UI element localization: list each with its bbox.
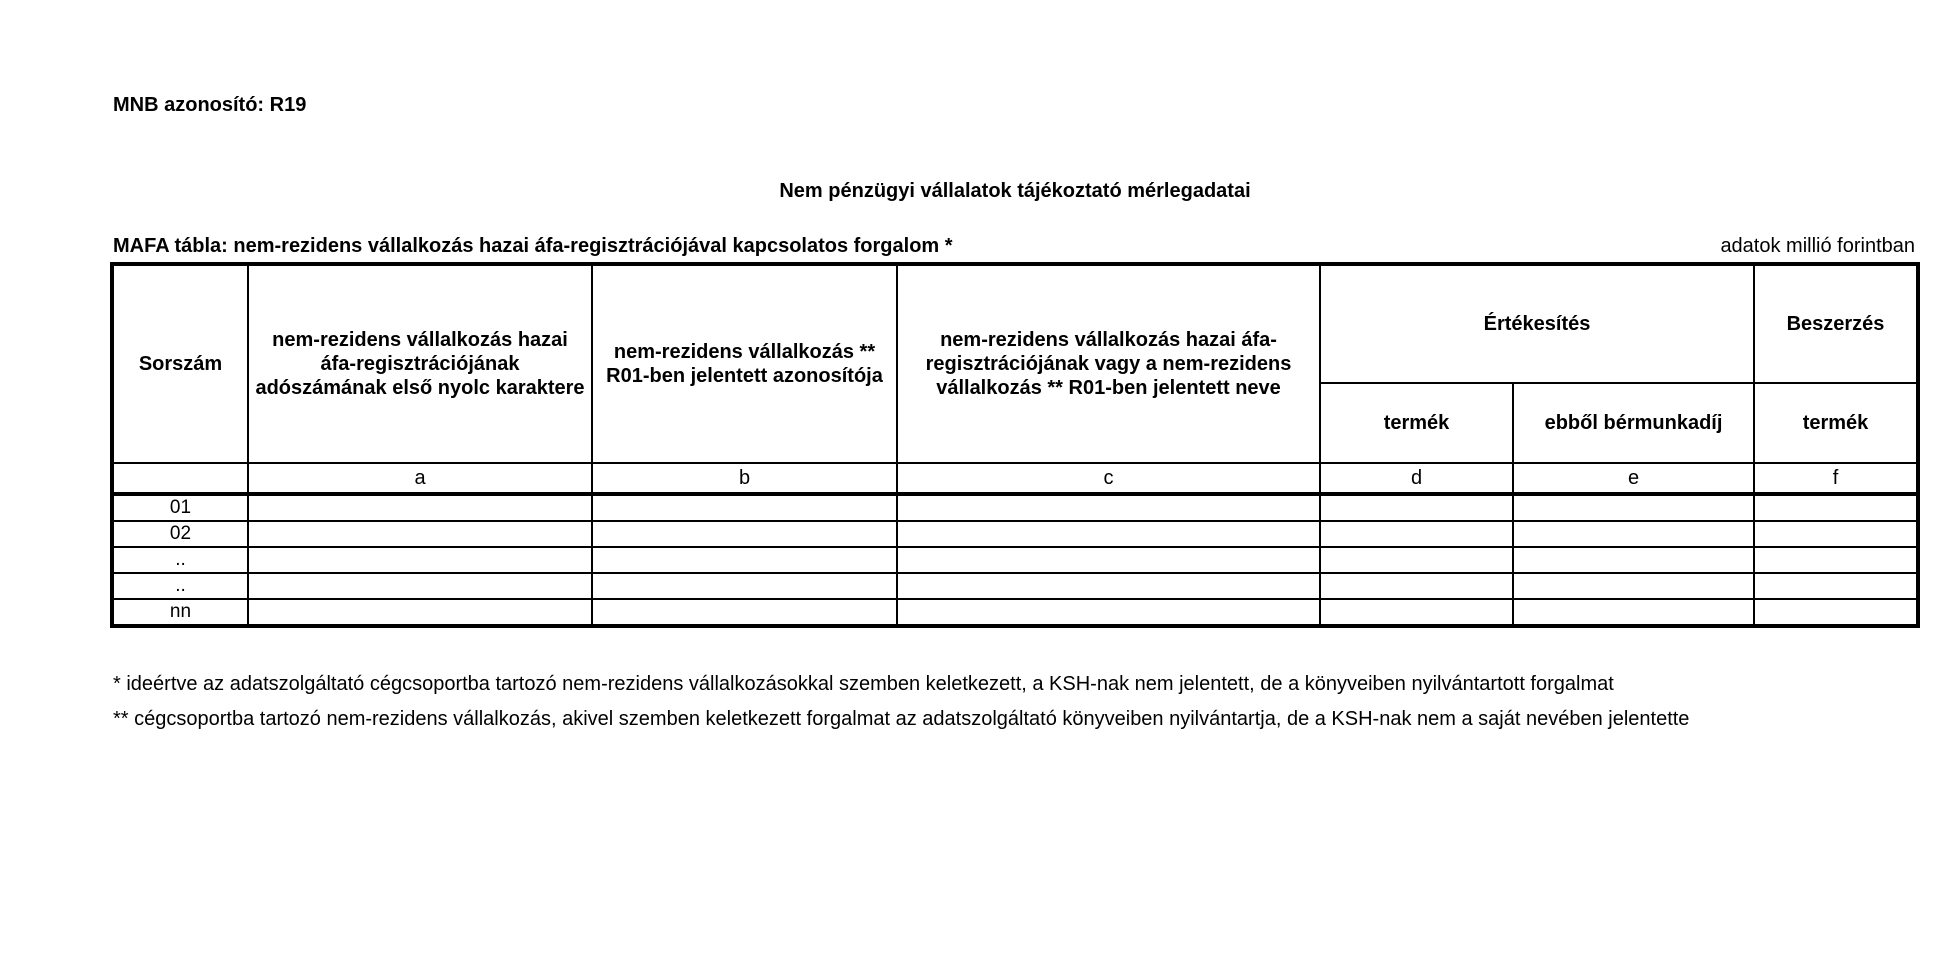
- document-title: Nem pénzügyi vállalatok tájékoztató mérlegadatai: [779, 180, 1251, 202]
- cell-f: [1754, 494, 1918, 521]
- cell-b: [592, 573, 897, 599]
- row-number: ..: [112, 573, 248, 599]
- row-number: ..: [112, 547, 248, 573]
- mnb-identifier: MNB azonosító: R19: [113, 94, 307, 116]
- table-row: [112, 599, 1918, 626]
- cell-f: [1754, 521, 1918, 547]
- cell-a: [248, 521, 592, 547]
- header-col-a: nem-rezidens vállalkozás hazai áfa-regisztrációjának adószámának első nyolc karaktere: [248, 264, 592, 463]
- cell-c: [897, 547, 1320, 573]
- cell-e: [1513, 547, 1754, 573]
- letter-cell-a: a: [248, 463, 592, 494]
- header-sub-f: termék: [1754, 383, 1918, 463]
- cell-a: [248, 494, 592, 521]
- cell-f: [1754, 599, 1918, 626]
- mafa-table: [110, 262, 1920, 628]
- letter-cell-d: d: [1320, 463, 1513, 494]
- header-col-b: nem-rezidens vállalkozás ** R01-ben jelentett azonosítója: [592, 264, 897, 463]
- table-row: [112, 547, 1918, 573]
- footnote-2: ** cégcsoportba tartozó nem-rezidens vállalkozás, akivel szemben keletkezett forgalmat az adatszolgáltató könyveiben nyilvántartja, de a KSH-nak nem a saját nevében jelentette: [113, 708, 1690, 730]
- cell-d: [1320, 521, 1513, 547]
- column-letter-row: [112, 463, 1918, 494]
- table-row: [112, 521, 1918, 547]
- cell-b: [592, 599, 897, 626]
- cell-f: [1754, 547, 1918, 573]
- letter-cell-e: e: [1513, 463, 1754, 494]
- row-number: nn: [112, 599, 248, 626]
- cell-e: [1513, 599, 1754, 626]
- table-row: [112, 573, 1918, 599]
- cell-b: [592, 547, 897, 573]
- cell-f: [1754, 573, 1918, 599]
- letter-cell-f: f: [1754, 463, 1918, 494]
- cell-b: [592, 521, 897, 547]
- cell-d: [1320, 599, 1513, 626]
- unit-note: adatok millió forintban: [1720, 235, 1915, 257]
- header-col-c: nem-rezidens vállalkozás hazai áfa-regisztrációjának vagy a nem-rezidens vállalkozás ** R01-ben jelentett neve: [897, 264, 1320, 463]
- cell-c: [897, 494, 1320, 521]
- cell-e: [1513, 573, 1754, 599]
- header-group-beszerzes: Beszerzés: [1754, 264, 1918, 383]
- cell-d: [1320, 573, 1513, 599]
- row-number: 01: [112, 494, 248, 521]
- cell-c: [897, 599, 1320, 626]
- header-sub-e: ebből bérmunkadíj: [1513, 383, 1754, 463]
- cell-b: [592, 494, 897, 521]
- cell-e: [1513, 521, 1754, 547]
- letter-cell-sorszam: [112, 463, 248, 494]
- cell-d: [1320, 547, 1513, 573]
- letter-cell-b: b: [592, 463, 897, 494]
- header-sorszam: Sorszám: [112, 264, 248, 463]
- letter-cell-c: c: [897, 463, 1320, 494]
- footnote-1: * ideértve az adatszolgáltató cégcsoportba tartozó nem-rezidens vállalkozásokkal szemben keletkezett, a KSH-nak nem jelentett, de a könyveiben nyilvántartott forgalmat: [113, 673, 1614, 695]
- table-row: [112, 494, 1918, 521]
- cell-a: [248, 573, 592, 599]
- cell-e: [1513, 494, 1754, 521]
- row-number: 02: [112, 521, 248, 547]
- cell-a: [248, 599, 592, 626]
- header-sub-d: termék: [1320, 383, 1513, 463]
- cell-c: [897, 573, 1320, 599]
- cell-a: [248, 547, 592, 573]
- cell-d: [1320, 494, 1513, 521]
- cell-c: [897, 521, 1320, 547]
- table-title: MAFA tábla: nem-rezidens vállalkozás hazai áfa-regisztrációjával kapcsolatos forgalom *: [113, 235, 953, 257]
- header-group-ertekesites: Értékesítés: [1320, 264, 1754, 383]
